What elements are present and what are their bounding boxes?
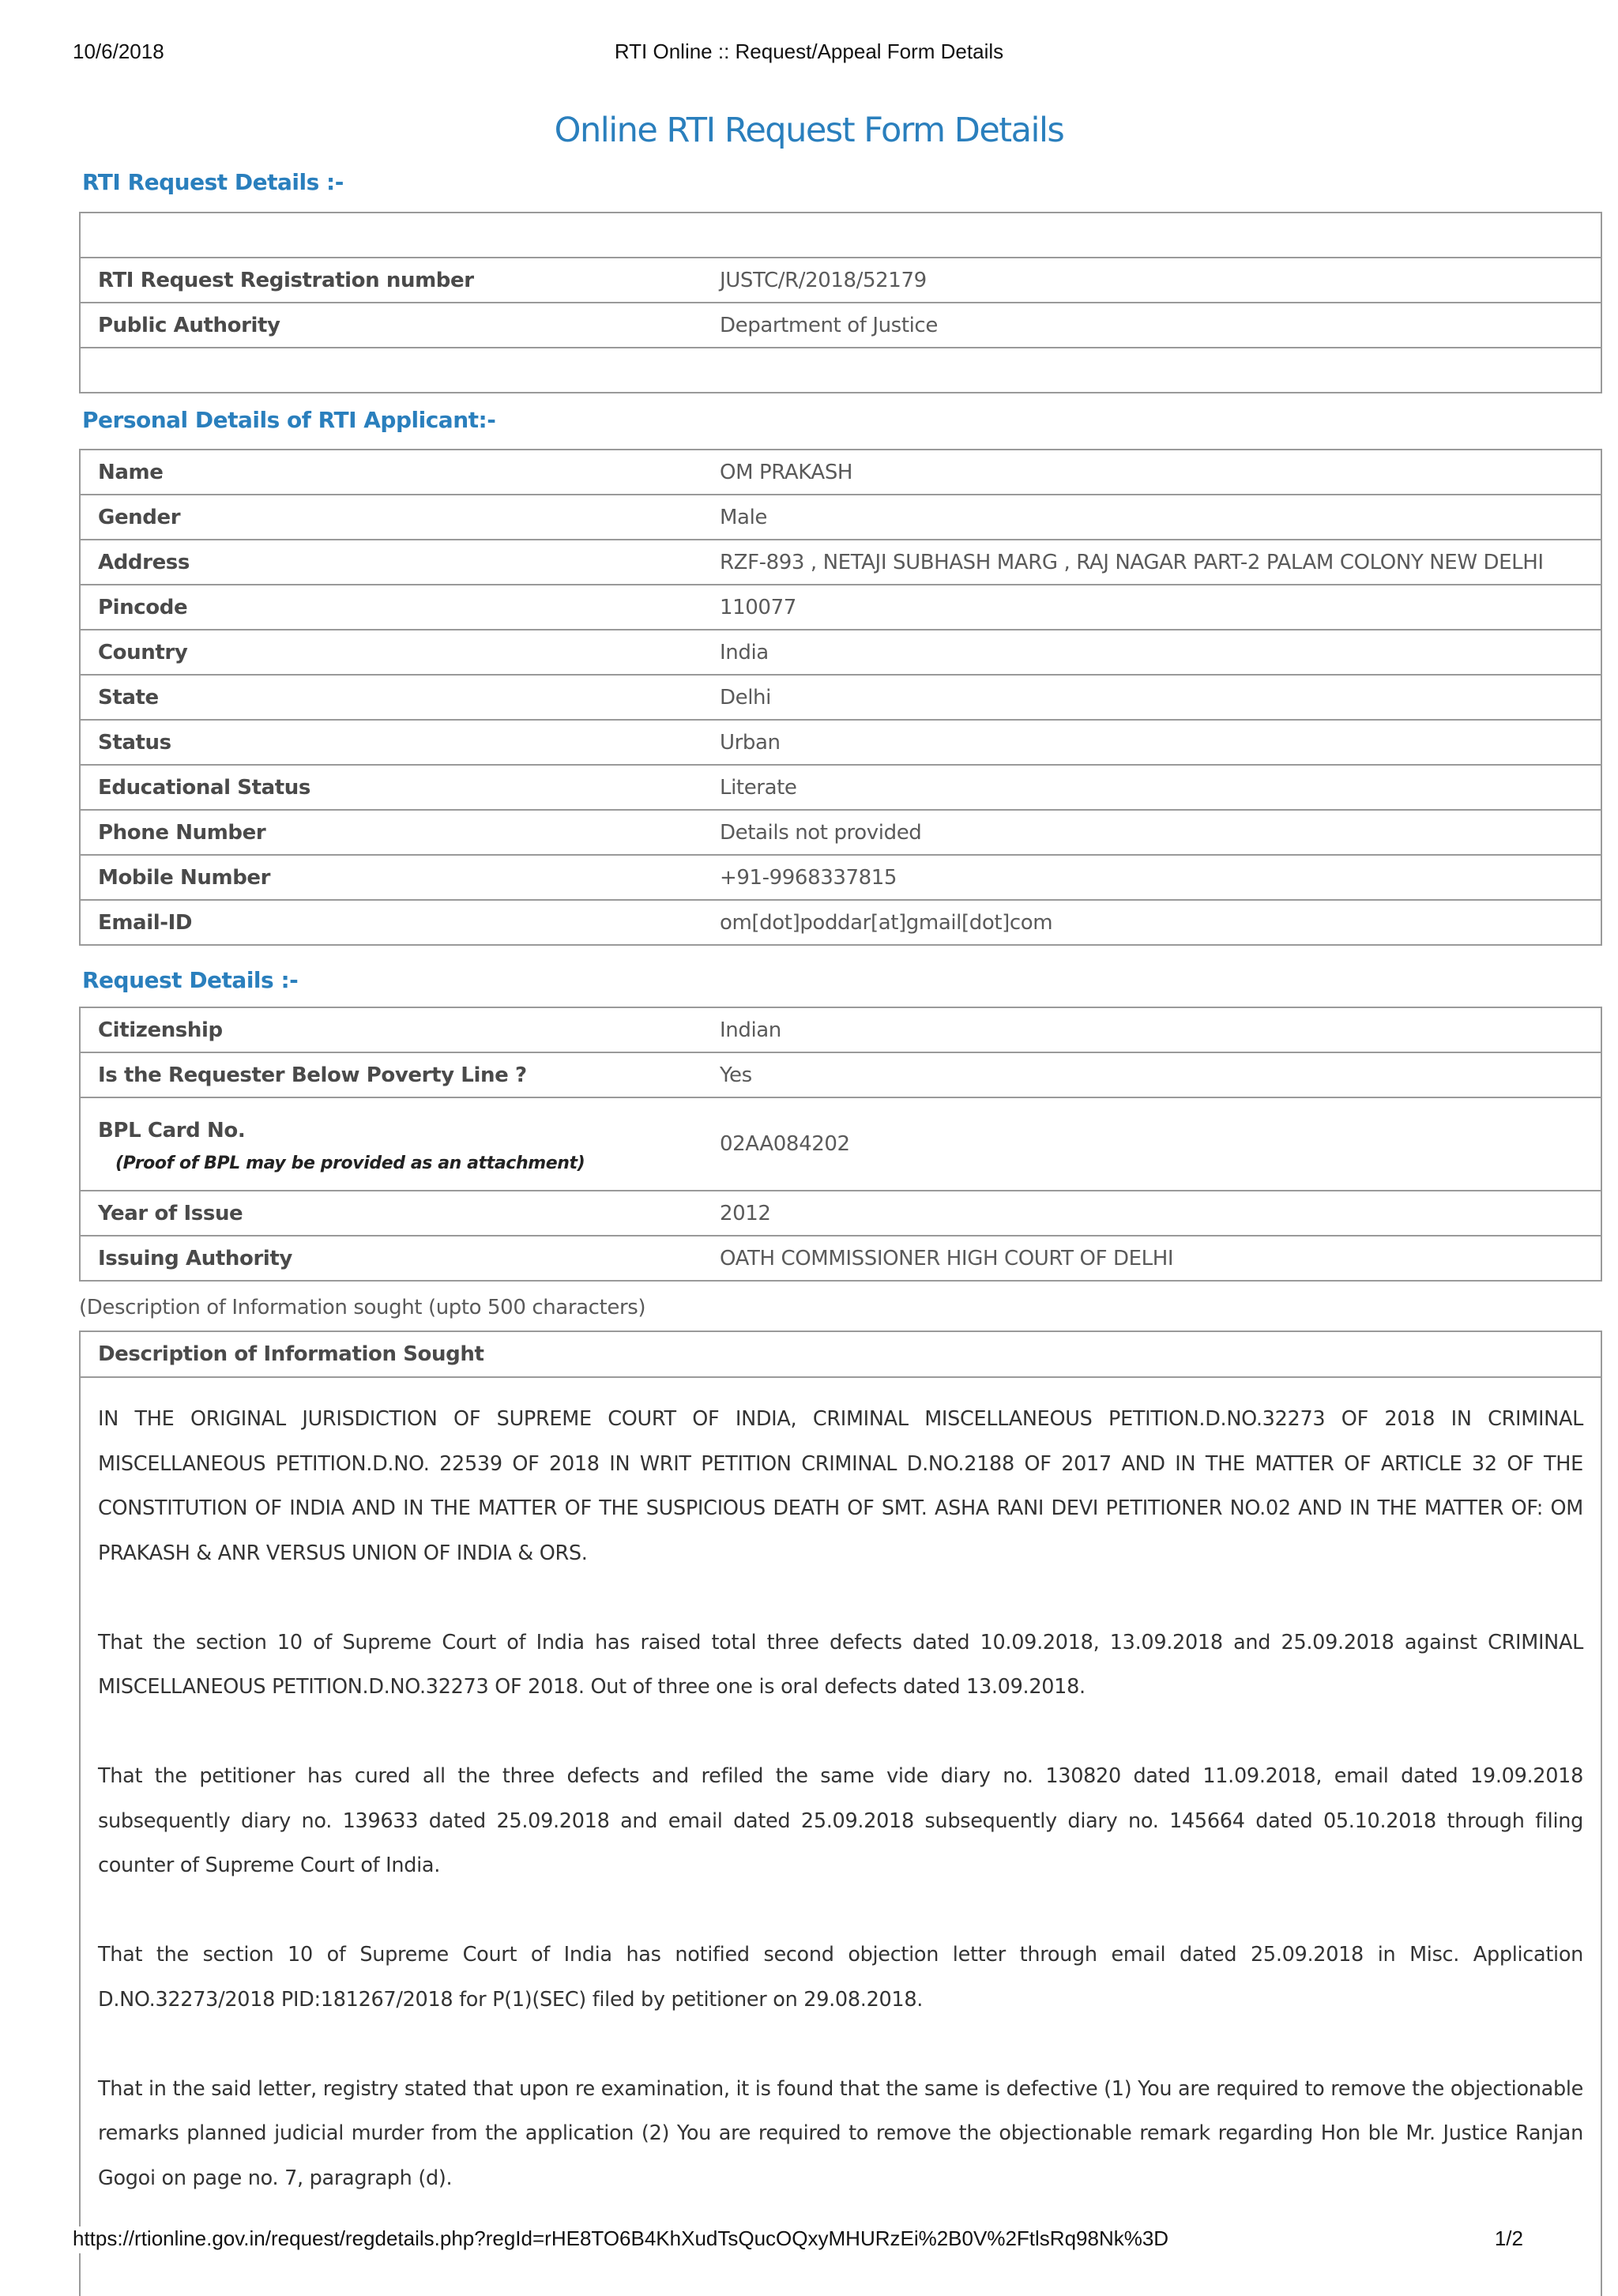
table-row [80,495,1601,540]
description-paragraph: That in the said letter, registry stated that upon re examination, it is found that the same is defective (1) You are required to remove the objectionable remarks planned judicial murder from the application (2) You are required to remove the objectionable remark regarding Hon ble Mr. Justice Ranjan Gogoi on page no. 7, paragraph (d). [98,2076,1583,2190]
bpl-card-cell [80,1097,702,1191]
phone-number-value: Details not provided [702,810,1601,855]
description-body [81,1378,1601,2200]
print-date: 10/6/2018 [73,40,164,63]
year-of-issue-label: Year of Issue [80,1191,702,1236]
table-row [80,1236,1601,1281]
table-row [80,675,1601,720]
country-label: Country [80,630,702,675]
description-length-note: (Description of Information sought (upto 500 characters) [79,1296,646,1319]
description-paragraph: That the section 10 of Supreme Court of India has raised total three defects dated 10.09.2018, 13.09.2018 and 25.09.2018 against CRIMINAL MISCELLANEOUS PETITION.D.NO.32273 OF 2018. Out of three one is oral defects dated 13.09.2018. [98,1630,1583,1699]
mobile-number-value: +91-9968337815 [702,855,1601,900]
registration-number-label: RTI Request Registration number [80,258,702,303]
citizenship-value: Indian [702,1007,1601,1052]
table-row [80,1052,1601,1097]
table-row-blank [80,213,1601,258]
name-value: OM PRAKASH [702,450,1601,495]
table-row [80,900,1601,945]
address-value: RZF-893 , NETAJI SUBHASH MARG , RAJ NAGAR PART-2 PALAM COLONY NEW DELHI [702,540,1601,585]
page-title: Online RTI Request Form Details [554,111,1064,150]
description-heading: Description of Information Sought [81,1332,1601,1378]
applicant-table [79,449,1602,946]
table-row [80,720,1601,765]
registration-number-value: JUSTC/R/2018/52179 [702,258,1601,303]
table-row [80,630,1601,675]
request-details-table [79,1007,1602,1282]
table-row [80,1097,1601,1191]
email-label: Email-ID [80,900,702,945]
table-row [80,1007,1601,1052]
table-row [80,1191,1601,1236]
address-label: Address [80,540,702,585]
bpl-question-label: Is the Requester Below Poverty Line ? [80,1052,702,1097]
pincode-value: 110077 [702,585,1601,630]
rti-request-heading: RTI Request Details :- [82,169,344,195]
email-value: om[dot]poddar[at]gmail[dot]com [702,900,1601,945]
name-label: Name [80,450,702,495]
request-details-heading: Request Details :- [82,967,299,993]
year-of-issue-value: 2012 [702,1191,1601,1236]
status-value: Urban [702,720,1601,765]
table-row [80,450,1601,495]
state-value: Delhi [702,675,1601,720]
issuing-authority-value: OATH COMMISSIONER HIGH COURT OF DELHI [702,1236,1601,1281]
table-row [80,855,1601,900]
country-value: India [702,630,1601,675]
citizenship-label: Citizenship [80,1007,702,1052]
table-row [80,540,1601,585]
print-footer [73,2226,1545,2253]
bpl-card-value: 02AA084202 [702,1097,1601,1191]
print-url: https://rtionline.gov.in/request/regdetails.php?regId=rHE8TO6B4KhXudTsQucOQxyMHURzEi%2B0V%2FtlsRq98Nk%3D [73,2226,1169,2250]
table-row-blank [80,348,1601,393]
description-paragraph: That the section 10 of Supreme Court of India has notified second objection letter through email dated 25.09.2018 in Misc. Application D.NO.32273/2018 PID:181267/2018 for P(1)(SEC) filed by petitioner on 29.08.2018. [98,1943,1583,2012]
issuing-authority-label: Issuing Authority [80,1236,702,1281]
table-row [80,303,1601,348]
public-authority-value: Department of Justice [702,303,1601,348]
print-page-title: RTI Online :: Request/Appeal Form Details [614,40,1004,63]
table-row [80,585,1601,630]
bpl-proof-note: (Proof of BPL may be provided as an attachment) [115,1153,585,1173]
gender-value: Male [702,495,1601,540]
mobile-number-label: Mobile Number [80,855,702,900]
status-label: Status [80,720,702,765]
description-box [79,1331,1602,2296]
description-paragraph: That the petitioner has cured all the three defects and refiled the same vide diary no. 130820 dated 11.09.2018, email dated 19.09.2018 subsequently diary no. 139633 dated 25.09.2018 and email dated 25.09.2018 subsequently diary no. 145664 dated 05.10.2018 through filing counter of Supreme Court of India. [98,1764,1583,1877]
table-row [80,258,1601,303]
educational-status-label: Educational Status [80,765,702,810]
table-row [80,810,1601,855]
print-header [73,40,1545,66]
educational-status-value: Literate [702,765,1601,810]
rti-request-table [79,212,1602,393]
print-page-number: 1/2 [1494,2226,1523,2250]
public-authority-label: Public Authority [80,303,702,348]
bpl-question-value: Yes [702,1052,1601,1097]
description-paragraph: IN THE ORIGINAL JURISDICTION OF SUPREME COURT OF INDIA, CRIMINAL MISCELLANEOUS PETITION.D.NO.32273 OF 2018 IN CRIMINAL MISCELLANEOUS PETITION.D.NO. 22539 OF 2018 IN WRIT PETITION CRIMINAL D.NO.2188 OF 2017 AND IN THE MATTER OF ARTICLE 32 OF THE CONSTITUTION OF INDIA AND IN THE MATTER OF THE SUSPICIOUS DEATH OF SMT. ASHA RANI DEVI PETITIONER NO.02 AND IN THE MATTER OF: OM PRAKASH & ANR VERSUS UNION OF INDIA & ORS. [98,1407,1583,1565]
pincode-label: Pincode [80,585,702,630]
gender-label: Gender [80,495,702,540]
applicant-heading: Personal Details of RTI Applicant:- [82,407,496,433]
state-label: State [80,675,702,720]
phone-number-label: Phone Number [80,810,702,855]
bpl-card-label: BPL Card No. [98,1118,246,1142]
table-row [80,765,1601,810]
